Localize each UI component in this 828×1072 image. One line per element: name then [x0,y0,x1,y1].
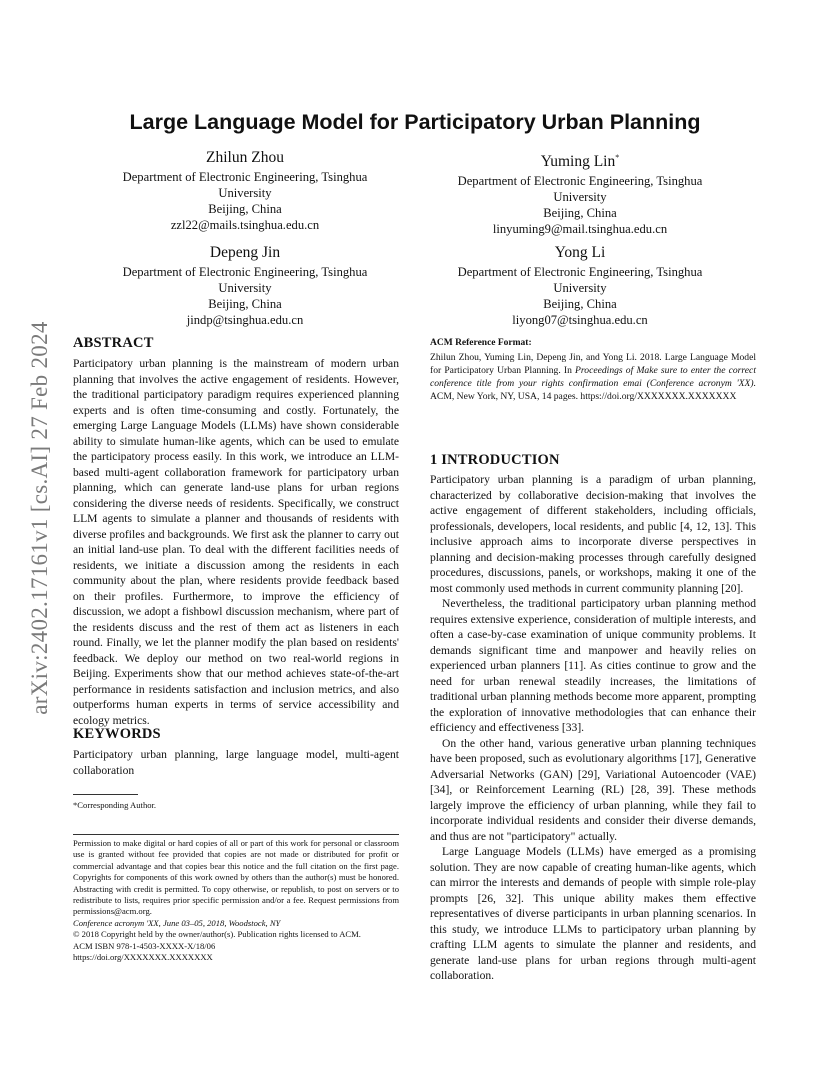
abstract-text: Participatory urban planning is the mainstream of modern urban planning that involves the active engagement of residents. However, the traditional participatory paradigm requires experienced planning experts and is often time-consuming and costly. Fortunately, the emerging Large Language Models (LLMs) have shown considerable ability to simulate human-like agents, which can be used to emulate the participatory process easily. In this work, we introduce an LLM-based multi-agent collaboration framework for participatory urban planning, which can generate land-use plans for urban regions considering the diverse needs of residents. Specifically, we construct LLM agents to simulate a planner and thousands of residents with diverse profiles and backgrounds. We first ask the planner to carry out an initial land-use plan. To deal with the different facilities needs of residents, we initiate a discussion among the residents in each community about the plan, where residents provide feedback based on their profiles. Furthermore, to improve the efficiency of discussion, we adopt a fishbowl discussion mechanism, where part of the residents discuss and the rest of them act as listeners in each round. Finally, we let the planner modify the plan based on residents' feedback. We deploy our method on two real-world regions in Beijing. Experiments show that our method achieves state-of-the-art performance in residents satisfaction and inclusion metrics, and also outperforms human experts in terms of service accessibility and ecology metrics. [73,357,399,727]
author-location: Beijing, China [543,206,617,221]
arxiv-identifier: arXiv:2402.17161v1 [cs.AI] 27 Feb 2024 [26,320,52,715]
intro-paragraph: On the other hand, various generative urban planning techniques have been proposed, such as evolutionary algorithms [17], Generative Adversarial Networks (GAN) [29], Variational Autoencoder (VAE) [34], or Reinforcement Learning (RL) [28, 39]. These methods largely improve the efficiency of urban planning, while they fail to incorporate individual residents and consider their diverse demands, and thus are not "participatory" actually. [430,736,756,843]
author-block-3 [90,243,400,328]
acm-ref-text [430,351,756,403]
author-block-2 [425,148,735,237]
intro-body [430,472,756,984]
author-email: liyong07@tsinghua.edu.cn [512,313,648,327]
footnote-text: *Corresponding Author. [73,800,157,810]
author-affiliation-cont: University [553,190,607,205]
doi-line: https://doi.org/XXXXXXX.XXXXXXX [73,952,213,963]
author-location: Beijing, China [208,297,282,311]
permission-rule [73,834,399,835]
acm-ref-heading: ACM Reference Format: [430,338,532,348]
author-name: Zhilun Zhou [206,149,284,166]
intro-paragraph: Nevertheless, the traditional participatory urban planning method requires extensive experience, consideration of multiple interests, and often a case-by-case examination of unique community problems. It demands significant time and manpower and heavily relies on experienced urban planners [11]. As cities continue to grow and the need for urban renewal steadily increases, the limitations of traditional urban planning methods become more apparent, prompting the exploration of innovative methodologies that can enhance their efficiency and effectiveness [33]. [430,597,756,734]
keywords-heading: KEYWORDS [73,726,161,742]
author-affiliation: Department of Electronic Engineering, Tsinghua [122,170,368,184]
author-affiliation-cont: University [218,281,272,295]
author-name: Depeng Jin [209,244,281,261]
abstract-heading: ABSTRACT [73,335,154,351]
author-affiliation: Department of Electronic Engineering, Tsinghua [122,265,368,279]
intro-heading: 1 INTRODUCTION [430,452,560,468]
arxiv-sidebar [22,295,57,740]
author-location: Beijing, China [543,297,617,311]
isbn-line: ACM ISBN 978-1-4503-XXXX-X/18/06 [73,940,216,951]
intro-paragraph: Large Language Models (LLMs) have emerged as a promising solution. They are now capable of creating human-like agents, which can mirror the interests and demands of people with simple role-play prompts [26, 32]. This unique ability makes them effective representatives of diverse participants in urban planning scenarios. In this study, we introduce LLMs to participatory urban planning by crafting LLM agents to simulate the planner and residents, and generate land-use plans for urban regions through multi-agent collaboration. [430,845,756,982]
author-name: Yuming Lin* [540,153,620,171]
acm-ref-part2: ACM, New York, NY, USA, 14 pages. https://doi.org/XXXXXXX.XXXXXXX [430,391,737,402]
footnote-rule [73,794,138,795]
copyright-line: © 2018 Copyright held by the owner/author(s). Publication rights licensed to ACM. [73,929,361,940]
corresponding-mark: * [615,153,620,162]
author-affiliation: Department of Electronic Engineering, Tsinghua [457,174,703,189]
paper-title: Large Language Model for Participatory Urban Planning [129,110,701,134]
author-affiliation: Department of Electronic Engineering, Tsinghua [457,265,703,279]
keywords-text: Participatory urban planning, large language model, multi-agent collaboration [73,748,399,777]
author-email: jindp@tsinghua.edu.cn [186,313,304,327]
author-email: linyuming9@mail.tsinghua.edu.cn [492,222,668,237]
conference-line: Conference acronym 'XX, June 03–05, 2018, Woodstock, NY [73,917,281,928]
acm-ref-part1: Zhilun Zhou, Yuming Lin, Depeng Jin, and Yong Li. 2018. Large Language Model for Participatory Urban Planning. In [430,352,756,376]
intro-paragraph: Participatory urban planning is a paradigm of urban planning, characterized by collaborative decision-making that involves the active engagement of different stakeholders, including officials, professionals, developers, local residents, and public [4, 12, 13]. This inclusive approach aims to incorporate diverse perspectives in planning and decision-making processes through carefully designed procedures, discussions, panels, or workshops, making it one of the most commonly used methods in current community planning [20]. [430,473,756,595]
author-block-1 [90,148,400,233]
acm-ref-venue: Proceedings of Make sure to enter the correct conference title from your rights confirmation emai (Conference acronym 'XX). [430,365,756,389]
permission-block [73,838,399,963]
permission-text: Permission to make digital or hard copies of all or part of this work for personal or classroom use is granted without fee provided that copies are not made or distributed for profit or commercial advantage and that copies bear this notice and the full citation on the first page. Copyrights for components of this work owned by others than the author(s) must be honored. Abstracting with credit is permitted. To copy otherwise, or republish, to post on servers or to redistribute to lists, requires prior specific permission and/or a fee. Request permissions from permissions@acm.org. [73,838,399,917]
author-name: Yong Li [554,244,606,261]
author-affiliation-cont: University [218,186,272,200]
author-email: zzl22@mails.tsinghua.edu.cn [170,218,320,232]
author-affiliation-cont: University [553,281,607,295]
author-block-4 [425,243,735,328]
author-location: Beijing, China [208,202,282,216]
